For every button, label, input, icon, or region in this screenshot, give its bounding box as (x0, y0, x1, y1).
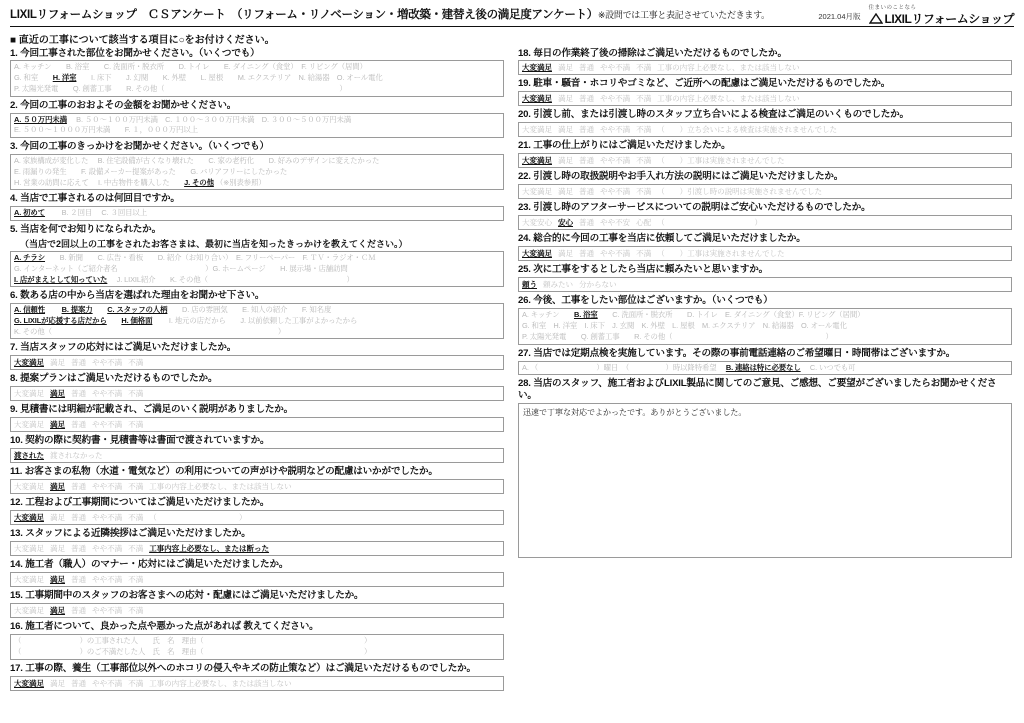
scale-option[interactable]: 工事内容上必要なし、または断った (149, 544, 270, 554)
instruction-text: ■ 直近の工事について該当する項目に○をお付けください。 (10, 34, 275, 46)
rating-scale[interactable] (518, 277, 1012, 292)
scale-option[interactable]: 普通 (579, 63, 595, 73)
scale-option[interactable]: 満足 (50, 575, 66, 585)
scale-option[interactable]: （ ）工事は実施されませんでした (657, 156, 785, 166)
scale-option[interactable]: 満足 (50, 513, 66, 523)
scale-option[interactable]: やや不満 (92, 513, 123, 523)
question-title: 6. 数ある店の中から当店を選ばれた理由をお聞かせ下さい。 (10, 290, 265, 302)
option-row[interactable]: A. 家族構成が変化した B. 住宅設備が古くなり壊れた C. 家の老朽化 D. 好みのデザインに変えたかった (14, 156, 380, 166)
version-date: 2021.04月版 (818, 12, 861, 21)
scale-option[interactable]: 工事の内容上必要なし、または該当しない (149, 482, 292, 492)
scale-option[interactable]: 大変満足 (14, 482, 44, 492)
scale-option[interactable]: 満足 (50, 678, 66, 688)
question-6 (10, 290, 504, 339)
question-12 (10, 497, 504, 525)
question-title: 20. 引渡し前、または引渡し時のスタッフ立ち合いによる検査はご満足のいくものでしたか。 (518, 109, 909, 121)
option-row[interactable]: K. その他（ ） (14, 326, 286, 336)
scale-option[interactable]: 大変満足 (522, 187, 552, 197)
scale-option[interactable]: やや不満 (92, 678, 123, 688)
scale-option[interactable]: 大変満足 (14, 358, 44, 368)
scale-option[interactable]: 不満 (636, 94, 652, 104)
scale-option[interactable]: 普通 (579, 94, 595, 104)
scale-option[interactable]: （ ） (149, 513, 247, 523)
option-row[interactable]: P. 太陽光発電 Q. 創蓄工事 R. その他（ ） (522, 331, 833, 341)
question-title: 25. 次に工事をするとしたら当店に頼みたいと思いますか。 (518, 264, 769, 276)
option-group[interactable] (10, 60, 504, 96)
scale-option[interactable]: 工事の内容上必要なし、または該当しない (657, 94, 800, 104)
rating-scale[interactable] (10, 479, 504, 494)
scale-option[interactable]: 普通 (71, 389, 87, 399)
question-4 (10, 193, 504, 221)
scale-option[interactable]: 大変満足 (14, 544, 44, 554)
scale-option[interactable]: 分からない (579, 280, 617, 290)
question-title: 27. 当店では定期点検を実施しています。その際の事前電話連絡のご希望曜日・時間帯はございますか。 (518, 347, 956, 359)
scale-option[interactable]: （ ）立ち会いによる検査は実施されませんでした (657, 125, 837, 135)
scale-option[interactable]: 心配 (636, 218, 652, 228)
rating-scale[interactable] (518, 60, 1012, 75)
scale-option[interactable]: （ ） (657, 218, 763, 228)
option-row[interactable]: G. インターネット（ご紹介者名 ）G. ホームページ H. 展示場・店舗訪問 (14, 263, 348, 273)
rating-scale[interactable] (518, 91, 1012, 106)
question-title: 5. 当店を何でお知りになられたか。 (10, 224, 161, 236)
free-comment-text: 迅速で丁寧な対応でよかったです。ありがとうございました。 (523, 408, 747, 418)
lixil-logo (869, 6, 1015, 25)
scale-option[interactable]: 不満 (128, 575, 144, 585)
option-row[interactable]: P. 太陽光発電 Q. 創蓄工事 R. その他（ ） (14, 83, 347, 93)
option-group[interactable] (518, 308, 1012, 344)
scale-option[interactable]: やや不満 (92, 482, 123, 492)
scale-option[interactable]: 大変満足 (14, 606, 44, 616)
scale-option[interactable]: （ ）工事は実施されませんでした (657, 249, 785, 259)
question-5 (10, 224, 504, 287)
scale-option[interactable]: やや不満 (92, 575, 123, 585)
question-28 (518, 378, 1012, 558)
scale-option[interactable]: 満足 (50, 420, 66, 430)
right-column (518, 48, 1012, 694)
option-row[interactable]: （ ）のご不満だした人 氏 名 理由（ ） (14, 647, 372, 656)
scale-option[interactable]: 不満 (636, 249, 652, 259)
scale-option[interactable]: やや不満 (600, 249, 631, 259)
scale-option[interactable]: 不満 (128, 482, 144, 492)
question-title: 22. 引渡し時の取扱説明やお手入れ方法の説明にはご満足いただけましたか。 (518, 171, 844, 183)
rating-scale[interactable] (10, 355, 504, 370)
question-27 (518, 348, 1012, 376)
question-15 (10, 590, 504, 618)
option-group[interactable] (10, 251, 504, 287)
option-row[interactable]: （ ）の工事された人 氏 名 理由（ ） (14, 636, 372, 646)
option-row[interactable]: A. 信頼性 B. 提案力 C. スタッフの人柄 D. 店の雰囲気 E. 知人の紹介 F. 知名度 (14, 305, 332, 315)
scale-option[interactable]: やや不満 (600, 94, 631, 104)
scale-option[interactable]: 大変満足 (522, 94, 552, 104)
question-2 (10, 100, 504, 138)
question-26 (518, 295, 1012, 344)
question-title: 10. 契約の際に契約書・見積書等は書面で渡されていますか。 (10, 435, 270, 447)
question-title: 8. 提案プランはご満足いただけるものでしたか。 (10, 373, 218, 385)
scale-option[interactable]: 普通 (71, 358, 87, 368)
question-title: 28. 当店のスタッフ、施工者およびLIXIL製品に関してのご意見、ご感想、ご要望がございましたらお聞かせください。 (518, 378, 997, 402)
scale-option[interactable]: 大変満足 (522, 156, 552, 166)
scale-option[interactable]: 普通 (71, 606, 87, 616)
option-row[interactable]: H. 営業の訪問に応えて I. 中古物件を購入した J. その他 （※別表参照） (14, 177, 266, 187)
scale-option[interactable]: 安心 (558, 218, 574, 228)
scale-option[interactable]: 不満 (636, 63, 652, 73)
page-title-text: LIXILリフォームショップ ＣＳアンケート （リフォーム・リノベーション・増改築・建替え後の満足度アンケート） (10, 9, 598, 21)
question-title: 26. 今後、工事をしたい部位はございますか。（いくつでも） (518, 295, 773, 307)
scale-option[interactable]: やや不満 (92, 420, 123, 430)
scale-option[interactable]: 不満 (636, 156, 652, 166)
question-title: 9. 見積書には明細が記載され、ご満足のいく説明がありましたか。 (10, 404, 294, 416)
scale-option[interactable]: 不満 (636, 187, 652, 197)
logo-text: LIXILリフォームショップ (884, 11, 1014, 26)
scale-option[interactable]: 渡された (14, 451, 44, 461)
question-20 (518, 109, 1012, 137)
question-13 (10, 528, 504, 556)
scale-option[interactable]: 大変満足 (522, 63, 552, 73)
question-title: 12. 工程および工事期間についてはご満足いただけましたか。 (10, 497, 270, 509)
option-group[interactable] (10, 206, 504, 221)
option-row[interactable]: A. ５０万円未満 B. ５０〜１００万円未満 C. １００〜３００万円未満 D. ３００〜５００万円未満 (14, 114, 352, 124)
rating-scale[interactable] (518, 153, 1012, 168)
rating-scale[interactable] (518, 122, 1012, 137)
scale-option[interactable]: 不満 (128, 544, 144, 554)
question-title: 24. 総合的に今回の工事を当店に依頼してご満足いただけましたか。 (518, 233, 806, 245)
scale-option[interactable]: （ ）引渡し時の説明は実施されませんでした (657, 187, 822, 197)
scale-option[interactable]: 満足 (558, 187, 574, 197)
question-11 (10, 466, 504, 494)
scale-option[interactable]: やや不満 (600, 63, 631, 73)
question-title: 11. お客さまの私物（水道・電気など）の利用についての声がけや説明などの配慮はいかがでしたか。 (10, 466, 438, 478)
option-row[interactable]: E. ５００〜１０００万円未満 F. １，０００万円以上 (14, 125, 198, 135)
page-header (0, 0, 1024, 25)
question-title: 4. 当店で工事されるのは何回目ですか。 (10, 193, 180, 205)
scale-option[interactable]: 満足 (558, 249, 574, 259)
scale-option[interactable]: 普通 (71, 544, 87, 554)
option-group[interactable] (518, 361, 1012, 376)
left-column (10, 48, 504, 694)
scale-option[interactable]: やや不満 (92, 358, 123, 368)
question-title: 19. 駐車・騒音・ホコリやゴミなど、ご近所への配慮はご満足いただけるものでしたか。 (518, 78, 891, 90)
rating-scale[interactable] (10, 541, 504, 556)
question-25 (518, 264, 1012, 292)
question-title: 2. 今回の工事のおおよその金額をお聞かせください。 (10, 99, 237, 111)
rating-scale[interactable] (518, 184, 1012, 199)
question-19 (518, 78, 1012, 106)
question-3 (10, 141, 504, 190)
rating-scale[interactable] (10, 676, 504, 691)
option-row[interactable]: A. キッチン B. 浴室 C. 洗面所・脱衣所 D. トイレ E. ダイニング（食堂） F. リビング（居間） (14, 62, 367, 72)
scale-option[interactable]: 工事の内容上必要なし、または該当しない (149, 678, 292, 688)
option-row[interactable]: G. LIXILが応援する店だから H. 価格面 I. 地元の店だから J. 以前依頼した工事がよかったから (14, 315, 358, 325)
rating-scale[interactable] (10, 572, 504, 587)
scale-option[interactable]: 普通 (71, 575, 87, 585)
scale-option[interactable]: 大変満足 (14, 389, 44, 399)
scale-option[interactable]: 不満 (128, 358, 144, 368)
scale-option[interactable]: 満足 (50, 389, 66, 399)
logo-mark-icon (869, 13, 883, 24)
scale-option[interactable]: 不満 (128, 513, 144, 523)
scale-option[interactable]: 不満 (636, 125, 652, 135)
option-row[interactable]: G. 和室 H. 洋室 I. 床下 J. 玄関 K. 外壁 L. 屋根 M. エクステリア N. 給湯器 O. オール電化 (522, 321, 847, 331)
scale-option[interactable]: 満足 (558, 125, 574, 135)
question-7 (10, 342, 504, 370)
scale-option[interactable]: 大変満足 (522, 249, 552, 259)
scale-option[interactable]: 頼みたい (543, 280, 574, 290)
question-9 (10, 404, 504, 432)
scale-option[interactable]: 普通 (579, 156, 595, 166)
scale-option[interactable]: 大変満足 (14, 420, 44, 430)
question-title: 23. 引渡し時のアフターサービスについての説明はご安心いただけるものでしたか。 (518, 202, 871, 214)
scale-option[interactable]: 普通 (579, 249, 595, 259)
scale-option[interactable]: やや不満 (600, 125, 631, 135)
question-23 (518, 202, 1012, 230)
question-16 (10, 621, 504, 659)
option-row[interactable]: I. 店がまえとして知っていた J. LIXIL紹介 K. その他（ ） (14, 274, 354, 284)
option-group[interactable] (10, 113, 504, 138)
question-17 (10, 663, 504, 691)
question-title: 1. 今回工事された部位をお聞かせください。（いくつでも） (10, 47, 260, 59)
scale-option[interactable]: 大変満足 (14, 513, 44, 523)
scale-option[interactable]: 満足 (50, 482, 66, 492)
scale-option[interactable]: 満足 (558, 156, 574, 166)
question-18 (518, 48, 1012, 76)
option-group[interactable] (10, 303, 504, 339)
scale-option[interactable]: 普通 (71, 482, 87, 492)
scale-option[interactable]: 満足 (50, 606, 66, 616)
rating-scale[interactable] (10, 510, 504, 525)
logo-tagline: 住まいのことなら (868, 5, 917, 11)
question-title: 16. 施工者について、良かった点や悪かった点があれば 教えてください。 (10, 621, 319, 633)
scale-option[interactable]: 不満 (128, 420, 144, 430)
option-row[interactable]: A. （ ）曜日 （ ）時以降特希望 B. 連絡は特に必要なし C. いつでも可 (522, 362, 856, 372)
question-title: 21. 工事の仕上がりにはご満足いただけましたか。 (518, 140, 731, 152)
scale-option[interactable]: 普通 (71, 420, 87, 430)
question-title: 3. 今回の工事のきっかけをお聞かせください。（いくつでも） (10, 141, 269, 153)
question-14 (10, 559, 504, 587)
scale-option[interactable]: 普通 (579, 125, 595, 135)
scale-option[interactable]: 普通 (579, 187, 595, 197)
option-row[interactable]: E. 雨漏りの発生 F. 設備メーカー提案があった G. バリアフリーにしたかった (14, 166, 288, 176)
question-8 (10, 373, 504, 401)
scale-option[interactable]: 満足 (558, 63, 574, 73)
scale-option[interactable]: 大変満足 (522, 125, 552, 135)
scale-option[interactable]: 満足 (558, 94, 574, 104)
scale-option[interactable]: やや不満 (600, 156, 631, 166)
option-row[interactable]: A. チラシ B. 新聞 C. 広告・看板 D. 紹介（お知り合い） E. フリーペーパー F. ＴＶ・ラジオ・ＣＭ (14, 253, 376, 263)
scale-option[interactable]: 不満 (128, 606, 144, 616)
rating-scale[interactable] (518, 246, 1012, 261)
question-21 (518, 140, 1012, 168)
question-24 (518, 233, 1012, 261)
question-title: 15. 工事期間中のスタッフのお客さまへの応対・配慮にはご満足いただけましたか。 (10, 590, 364, 602)
scale-option[interactable]: 大変満足 (14, 575, 44, 585)
scale-option[interactable]: やや不満 (600, 187, 631, 197)
house-mark-icon (869, 13, 883, 24)
rating-scale[interactable] (10, 417, 504, 432)
option-row[interactable]: A. 初めて B. ２回目 C. ３回目以上 (14, 208, 148, 218)
option-row[interactable]: A. キッチン B. 浴室 C. 洗面所・脱衣所 D. トイレ E. ダイニング（食堂）F. リビング（居間） (522, 310, 865, 320)
page-title-note: ※設問では工事と表記させていただきます。 (597, 10, 770, 20)
free-comment-field[interactable] (518, 403, 1012, 558)
question-10 (10, 435, 504, 463)
question-1 (10, 48, 504, 97)
scale-option[interactable]: 頼う (522, 280, 537, 290)
question-subtitle: （当店で2回以上の工事をされたお客さまは、最初に当店を知ったきっかけを教えてください。） (20, 239, 408, 250)
scale-option[interactable]: やや不満 (92, 606, 123, 616)
question-title: 17. 工事の際、養生（工事部位以外へのホコリの侵入やキズの防止策など）はご満足いただけるものでしたか。 (10, 662, 476, 674)
logo-wordmark (869, 13, 1015, 25)
scale-option[interactable]: 普通 (71, 513, 87, 523)
scale-option[interactable]: 普通 (71, 678, 87, 688)
question-title: 14. 施工者（職人）のマナー・応対にはご満足いただけましたか。 (10, 559, 289, 571)
option-row[interactable]: G. 和室 H. 洋室 I. 床下 J. 幻関 K. 外壁 L. 屋根 M. エクステリア N. 給湯器 O. オール電化 (14, 73, 383, 83)
questions-columns (0, 48, 1024, 694)
rating-scale[interactable] (518, 215, 1012, 230)
question-22 (518, 171, 1012, 199)
header-right (818, 6, 1014, 25)
scale-option[interactable]: 大変満足 (14, 678, 44, 688)
option-group[interactable] (10, 154, 504, 190)
scale-option[interactable]: 普通 (579, 218, 595, 228)
scale-option[interactable]: 不満 (128, 678, 144, 688)
scale-option[interactable]: 大変安心 (522, 218, 552, 228)
rating-scale[interactable] (10, 386, 504, 401)
rating-scale[interactable] (10, 603, 504, 618)
scale-option[interactable]: 不満 (128, 389, 144, 399)
question-title: 7. 当店スタッフの応対にはご満足いただけましたか。 (10, 342, 237, 354)
scale-option[interactable]: 満足 (50, 358, 66, 368)
scale-option[interactable]: やや不満 (92, 389, 123, 399)
scale-option[interactable]: 渡されなかった (50, 451, 103, 461)
scale-option[interactable]: やや不満 (92, 544, 123, 554)
scale-option[interactable]: やや不安 (600, 218, 631, 228)
scale-option[interactable]: 満足 (50, 544, 66, 554)
page-title (10, 6, 770, 24)
rating-scale[interactable] (10, 448, 504, 463)
option-group[interactable] (10, 634, 504, 659)
scale-option[interactable]: 工事の内容上必要なし、または該当しない (657, 63, 800, 73)
question-title: 13. スタッフによる近隣挨拶はご満足いただけましたか。 (10, 528, 251, 540)
question-title: 18. 毎日の作業終了後の掃除はご満足いただけるものでしたか。 (518, 47, 787, 59)
